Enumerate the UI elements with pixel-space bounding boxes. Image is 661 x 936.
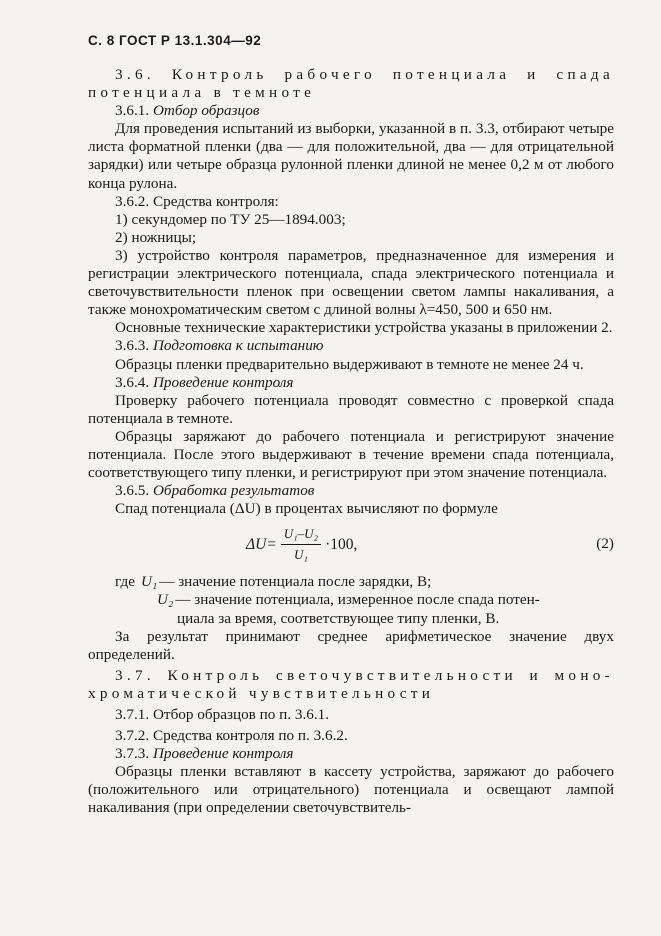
formula-numerator: U₁–U₂ xyxy=(281,525,321,545)
subsection-3-7-3 xyxy=(88,745,614,763)
definition-symbol: U₂ xyxy=(157,591,174,609)
subsection-3-7-1: 3.7.1. Отбор образцов по п. 3.6.1. xyxy=(115,706,330,723)
definition-symbol: U₁ xyxy=(140,573,158,591)
subsection-3-6-3 xyxy=(88,337,614,355)
formula-definitions xyxy=(88,573,614,627)
subsection-number: 3.7.3. xyxy=(115,745,150,763)
section-3-6-title-cont: потенциала в темноте xyxy=(88,84,316,102)
formula-lhs: ΔU= xyxy=(246,535,277,553)
list-item-1: 1) секундомер по ТУ 25—1894.003; xyxy=(115,210,346,228)
subsection-title: Проведение контроля xyxy=(152,373,294,391)
formula-rhs: ·100, xyxy=(325,535,358,553)
subsection-number: 3.6.5. xyxy=(115,482,150,500)
paragraph-formula-intro: Спад потенциала (ΔU) в процентах вычисляют по формуле xyxy=(115,500,498,518)
section-3-6-title: 3.6. Контроль рабочего потенциала и спада xyxy=(115,66,614,83)
definition-u1 xyxy=(115,573,614,591)
subsection-number: 3.6.3. xyxy=(115,337,150,355)
paragraph-result: За результат принимают среднее арифметическое значение двух определений. xyxy=(88,627,614,663)
page-header: С. 8 ГОСТ Р 13.1.304—92 xyxy=(88,33,262,48)
subsection-number: 3.6.4. xyxy=(115,373,150,391)
paragraph-sampling: Для проведения испытаний из выборки, указанной в п. 3.3, отбирают четыре листа форматной пленки (два — для положительной, два — для отрицательной зарядки) или четыре образца рулонной пленки длиной не менее 0,2 м от любого конца рулона. xyxy=(88,120,614,192)
subsection-3-6-1 xyxy=(88,102,614,120)
formula xyxy=(246,525,357,564)
paragraph-procedure-2: Образцы заряжают до рабочего потенциала и регистрируют значение потенциала. После этого выдерживают в течение времени спада потенциала, соответствующего типу пленки, и регистрируют при этом значение потенциала. xyxy=(88,427,614,482)
document-body xyxy=(88,66,614,818)
formula-block xyxy=(88,521,614,571)
subsection-title: Подготовка к испытанию xyxy=(152,337,324,355)
section-3-7-title-cont: хроматической чувствительности xyxy=(88,684,435,702)
paragraph-light-test: Образцы пленки вставляют в кассету устройства, заряжают до рабочего (положительного или отрицательного) потенциала и освещают лампой накаливания (при определении светочувствитель- xyxy=(88,763,614,817)
paragraph-preparation: Образцы пленки предварительно выдерживают в темноте не менее 24 ч. xyxy=(115,355,584,373)
definition-text: — значение потенциала после зарядки, В; xyxy=(159,573,432,591)
list-item-2: 2) ножницы; xyxy=(115,228,197,246)
section-3-7-title: 3.7. Контроль светочувствительности и моно- xyxy=(115,666,614,684)
definition-prefix: где xyxy=(115,573,135,591)
subsection-3-6-5 xyxy=(88,482,614,500)
subsection-title: Обработка результатов xyxy=(152,482,315,500)
subsection-title: Проведение контроля xyxy=(152,745,294,763)
paragraph-procedure-1: Проверку рабочего потенциала проводят совместно с проверкой спада потенциала в темноте. xyxy=(88,391,614,427)
definition-u2-cont: циала за время, соответствующее типу пленки, В. xyxy=(177,609,500,627)
subsection-title: Отбор образцов xyxy=(152,102,260,120)
formula-denominator: U₁ xyxy=(293,547,308,563)
subsection-3-6-4 xyxy=(88,374,614,392)
definition-u2 xyxy=(115,591,614,609)
equation-number: (2) xyxy=(596,535,614,553)
list-item-3: 3) устройство контроля параметров, предназначенное для измерения и регистрации электрического потенциала, спада электрического потенциала и светочувствительности пленок при освещении светом лампы накаливания, а также монохроматическим светом с длиной волны λ=450, 500 и 650 нм. xyxy=(88,246,614,319)
subsection-3-6-2: 3.6.2. Средства контроля: xyxy=(115,192,279,210)
formula-fraction xyxy=(281,525,321,564)
subsection-3-7-2: 3.7.2. Средства контроля по п. 3.6.2. xyxy=(115,727,348,745)
paragraph-appendix: Основные технические характеристики устройства указаны в приложении 2. xyxy=(115,319,613,337)
definition-text: — значение потенциала, измеренное после спада потен- xyxy=(175,591,540,609)
subsection-number: 3.6.1. xyxy=(115,102,150,120)
